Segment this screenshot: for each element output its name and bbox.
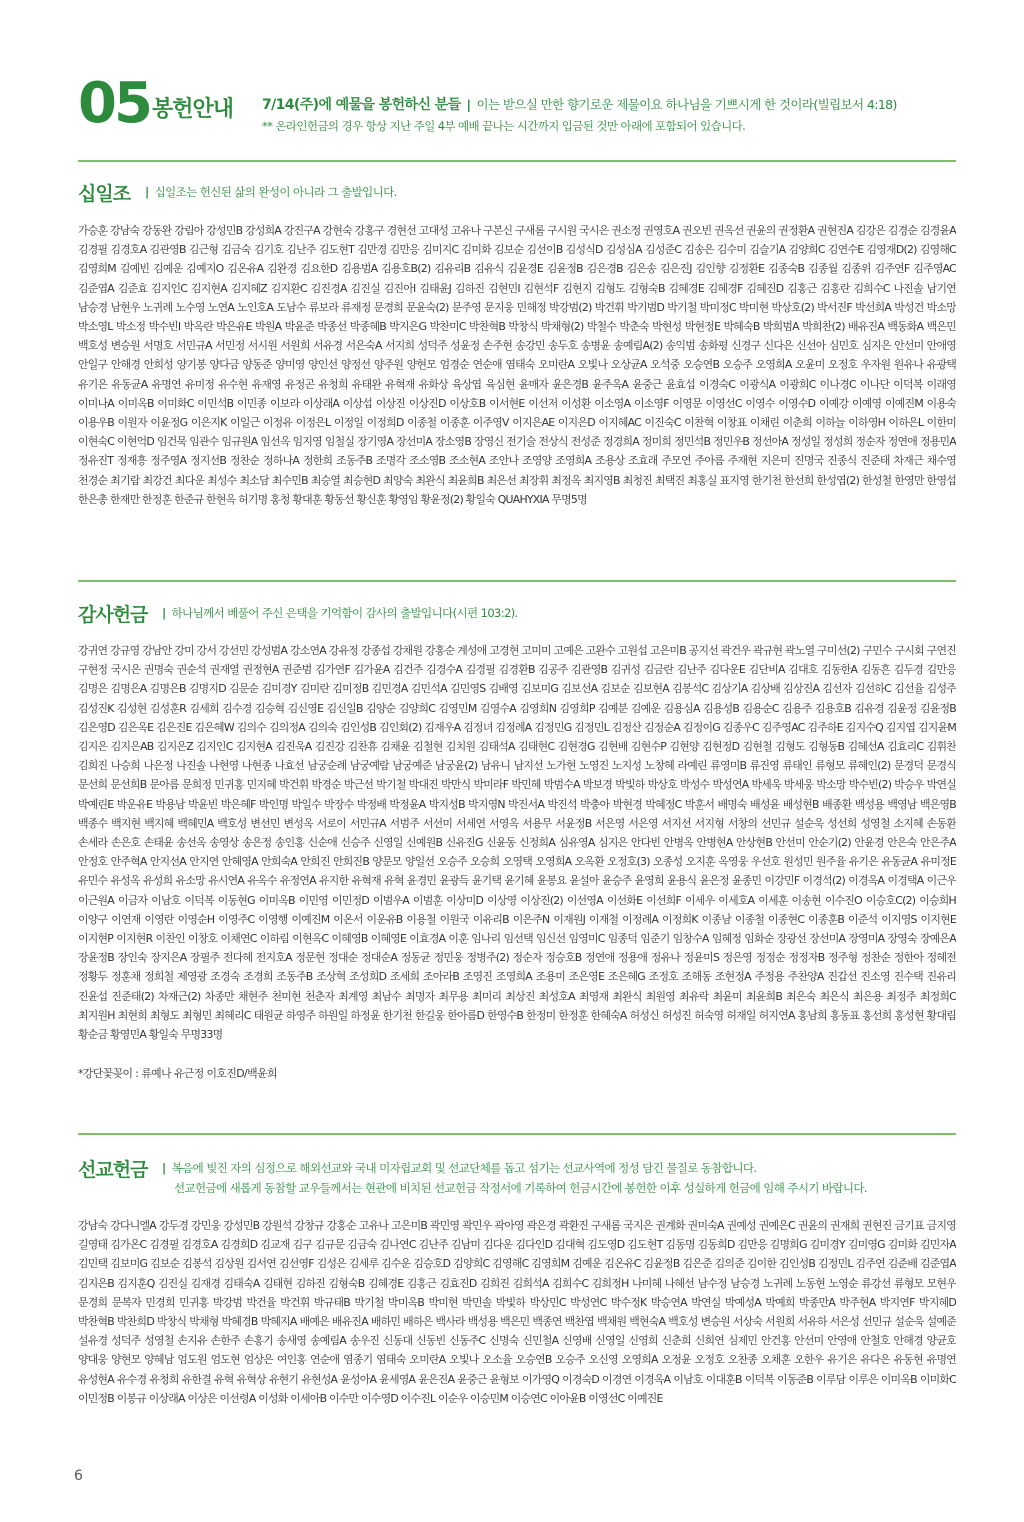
section-title: 봉헌안내 [152,97,234,122]
mission-title: 선교헌금 [78,1159,148,1181]
tithe-description [145,184,397,200]
separator-bar: | [162,1161,166,1175]
page-header [78,71,958,138]
separator-bar: | [162,606,166,620]
header-subtitle: 7/14(주)에 예물을 봉헌하신 분들 [262,97,461,113]
tithe-names: 가승훈 강남숙 강동완 강림아 강성민B 강성희A 강진구A 강현숙 강홍구 경현선 고대성 고유나 구본신 구새롬 구시원 국시은 권소정 권영호A 권오빈 권옥선 권윤의 권정환A 권현진A 김강은 김경순 김경윤A 김경필 김경호A 김관영B 김근형 김금숙 김기호 김난주 김도현T 김만경 김만응 김미지C 김미화 김보순 김선이B 김성식D 김성심A 김성준C 김송은 김수미 김슬기A 김양희C 김연수E 김영재D(2) 김영해C 김영희M 김예빈 김예운 김예지O 김온유A 김완경 김요한D 김용범A 김용호B(2) 김유리B 김유식 김윤경E 김윤정B 김은경B 김은송 김은진J 김인향 김정환E 김종숙B 김종월 김종위 김주연F 김주영AC 김준엽A 김준효 김지인C 김지현A 김지혜Z 김지환C 김진경A 김진실 김진아I 김태윤J 김하진 김현민I 김현석F 김현지 김형도 김형숙B 김혜경E 김혜경F 김혜진D 김홍근 김홍란 김희수C 나진솔 남기연 남승경 남현우 노귀례 노수영 노연A 노인호A 도남수 류보라 류재정 문경희 문윤숙(2) 문주영 문지웅 민해정 박강범(2) 박건휘 박기범D 박기철 박미정C 박미현 박상호(2) 박서진F 박선희A 박성건 박소망 박소영L 박소정 박수빈I 박옥란 박은유E 박원A 박윤준 박종선 박종혜B 박지은G 박찬미C 박찬혁B 박창식 박채형(2) 박철수 박춘숙 박현성 박현정E 박혜숙B 박희범A 박희찬(2) 배유진A 백동화A 백은민 백호성 변승원 서명호 서민규A 서민정 서시원 서원희 서유경 서은숙A 서지희 성덕주 성윤정 손주현 송강민 송두호 송병윤 송예림A(2) 송익범 송화평 신경구 신다은 신선아 심민호 심지은 안선미 안애영 안일구 안해경 안희성 양기봉 양다금 양동준 양미영 양인선 양정선 양주원 양현모 엄경순 연순애 염태숙 오미란A 오빛나 오상균A 오석중 오승연B 오승주 오영희A 오윤미 오정호 우자원 원유나 유광택 유기은 유동균A 유명연 유미정 유수현 유재영 유정곤 유청희 유태완 유혁재 유화상 육상엽 육심현 윤매자 윤은경B 윤주옥A 윤중근 윤효섭 이경숙C 이광식A 이광희C 이나경C 이나단 이덕복 이래영 이미나A 이미옥B 이미화C 이민석B 이민종 이보라 이상래A 이상섭 이상진 이상진D 이상호B 이서현E 이선저 이성환 이소영A 이소영F 이영문 이영선C 이영수 이영수D 이예강 이예영 이예진M 이용숙 이용우B 이원자 이윤정G 이은지K 이일근 이정유 이정은L 이정일 이정희D 이종철 이종훈 이주영V 이지은AE 이지은D 이지혜AC 이진숙C 이찬혁 이창표 이채린 이춘희 이하늘 이하영H 이하은L 이한미 이현숙C 이현억D 임건묵 임관수 임규원A 임선옥 임지영 임철실 장기영A 장선미A 장소영B 장영신 전기술 전상식 전성준 정경희A 정미희 정민석B 정민우B 정선아A 정성일 정성희 정순자 정연애 정용민A 정유진T 정재흥 정주영A 정지선B 정찬순 정하나A 정한희 조동주B 조명각 조소영B 조소현A 조안나 조영양 조영희A 조용상 조효래 주모연 주아름 주재현 지은미 진명국 진종식 진준태 차재근 채수영 천경순 최기람 최강건 최다운 최성수 최소담 최수민B 최승열 최승현D 최양숙 최완식 최윤희B 최은선 최장휘 최정옥 최지영B 최청진 최택진 최홍실 표지영 한기천 한선희 한성엽(2) 한성철 한영만 한영섭 한은총 한재만 한정훈 한준규 한현옥 허기명 홍청 황대훈 황동선 황신훈 황영임 황윤정(2) 황일숙 QUAHYXIA 무명5명 [78,224,956,506]
mission-description [162,1160,756,1176]
separator-bar: | [145,185,149,199]
tithe-title: 십일조 [78,183,131,205]
thanks-description [162,605,518,621]
flower-label: *강단꽃꽂이 : [78,1067,139,1080]
divider-rule [78,1133,956,1135]
thanks-description-text: 하나님께서 베풀어 주신 은택을 기억함이 감사의 출발입니다(시편 103:2). [171,606,518,620]
mission-names: 강남숙 강다니엘A 강두경 강민웅 강성민B 강원석 강창규 강홍순 고유나 고은미B 곽민영 곽민우 곽아영 곽은경 곽환진 구새롬 국지은 권계화 권미숙A 권예성 권예은C 권윤의 권재희 권현진 금기표 금지영 길영태 김가온C 김경필 김경호A 김경희D 김교재 김구 김규문 김금숙 김나연C 김난주 김남미 김다운 김다인D 김대혁 김도영D 김도현T 김동명 김동희D 김만응 김명희G 김미경Y 김미영G 김미화 김민자A 김민택 김보미G 김보순 김봉석 김상원 김서연 김선영F 김성은 김세루 김수운 김승호D 김양희C 김영해C 김영희M 김예운 김온유C 김윤정B 김은준 김의준 김이한 김인성B 김정민L 김주연 김준배 김준엽A 김지은B 김지훈Q 김진실 김재경 김태숙A 김태현 김하진 김형숙B 김혜경E 김홍근 김효진D 김희진 김희석A 김희수C 김희정H 나미혜 나혜선 남수정 남승경 노귀례 노동현 노영순 류강선 류형모 모현우 문경희 문복자 민경희 민귀홍 박강범 박건율 박건휘 박규태B 박기철 박미옥B 박미현 박민솔 박빛하 박상민C 박성연C 박수정K 박승연A 박연실 박예성A 박예희 박종만A 박주현A 박지연F 박지혜D 박찬혁B 박찬희D 박창식 박채형 박혜경B 박혜지A 배예은 배유진A 배하민 배하은 백사라 백성용 백은민 백종연 백찬엽 백채원 백현숙A 백호성 변승원 서상숙 서원희 서유하 서은성 선민규 설순욱 설예준 설유경 성덕주 성영철 손지유 손한주 손홍기 송새영 송예림A 송우진 신동대 신동빈 신동주C 신명숙 신민철A 신영배 신영일 신영희 신춘희 신희연 심제민 안건홍 안선미 안영애 안철호 안해경 양균호 양대웅 양현모 양혜남 엄도원 엄도현 엄상은 여인홍 연순애 염종기 염태숙 오미란A 오빛나 오소율 오승연B 오승주 오신영 오영희A 오정윤 오정호 오찬종 오채훈 오한우 유기은 유다은 유동현 유명연 유성현A 유수경 유청희 유한결 유혁 유혁상 유현기 유현성A 윤성아A 윤세영A 윤은진A 윤중근 윤형보 이가영Q 이경숙D 이경연 이경옥A 이남호 이대훈B 이덕복 이동준B 이루담 이루은 이미옥B 이미화C 이민정B 이봉규 이상래A 이상은 이선령A 이성화 이세아B 이수만 이수영D 이수진L 이순우 이승민M 이승연C 이아윤B 이영선C 이예진E [78,1219,956,1405]
thanks-title: 감사헌금 [78,604,148,626]
flower-offering-line [78,1064,277,1083]
tithe-description-text: 십일조는 헌신된 삶의 완성이 아니라 그 출발입니다. [154,185,397,199]
page-number: 6 [74,1468,83,1484]
mission-description-2: 선교헌금에 새롭게 동참할 교우들께서는 현관에 비치된 선교헌금 작정서에 기록하여 헌금시간에 봉헌한 이후 성실하게 헌금에 임해 주시기 바랍니다. [174,1181,867,1195]
separator-bar: | [466,97,471,112]
header-note: ** 온라인헌금의 경우 항상 지난 주일 4부 예배 끝나는 시간까지 입금된 것만 아래에 포함되어 있습니다. [262,119,746,133]
divider-rule [78,160,956,162]
section-number: 05 [78,71,150,136]
header-subtitle-line [262,94,897,114]
thanks-names: 강귀연 강규영 강남안 강미 강서 강선민 강성범A 강소연A 강유정 강종섭 강채원 강홍순 계성애 고경현 고미미 고예은 고완수 고원섭 고은미B 공지선 곽건우 곽규현 곽노열 구미선(2) 구민수 구시회 구연진 구현정 국시은 권명숙 권순석 권재열 권정현A 권준범 김가연F 김가윤A 김건주 김경수A 김경필 김경환B 김공주 김관영B 김귀성 김금란 김난주 김다운E 김단비A 김대호 김동한A 김동흔 김두경 김만응 김명은 김명은A 김명은B 김명지D 김문순 김미경Y 김미란 김미정B 김민경A 김민석A 김민영S 김배영 김보미G 김보선A 김보순 김보현A 김봉석C 김상기A 김상배 김상진A 김선자 김선하C 김선율 김성주 김성진K 김성현 김성훈R 김세희 김수경 김승혁 김신영E 김신일B 김양순 김양희C 김영민M 김영수A 김영희N 김영희P 김예분 김예운 김용심A 김용성B 김용순C 김용주 김용호B 김유경 김윤정 김윤정B 김은영D 김은옥E 김은진E 김은혜W 김의수 김의정A 김의숙 김인성B 김인회(2) 김재우A 김정녀 김정례A 김정민G 김정민L 김정산 김정순A 김정이G 김종우C 김주영AC 김주하E 김지수Q 김지엽 김지윤M 김지은 김지은AB 김지은Z 김지인C 김지현A 김진욱A 김진강 김찬휴 김채윤 김철현 김치원 김태석A 김태현C 김현경G 김현배 김현수P 김현양 김현정D 김현철 김형도 김형동B 김혜선A 김효리C 김휘찬 김희진 나승희 나은정 나진솔 나현영 나현종 나효선 남궁순례 남궁예람 남궁예준 남궁윤(2) 남유니 남지선 노가현 노영진 노지성 노창혜 라예린 류영미B 류진영 류태인 류형모 류혜인(2) 문경덕 문경식 문선희 문선희B 문아름 문희정 민귀홍 민지혜 박건휘 박경순 박근선 박기철 박대진 박만식 박미라F 박민혜 박범수A 박보경 박빛하 박상호 박성수 박성연A 박세욱 박세웅 박소망 박수빈(2) 박승우 박연실 박예린E 박운유E 박용남 박윤빈 박은혜F 박인명 박일수 박장수 박정배 박정윤A 박지성B 박지영N 박진서A 박진석 박충아 박현경 박혜정C 박훈서 배명숙 배성윤 배성현B 배종환 백성용 백영남 백은영B 백종수 백지현 백지혜 백혜민A 백호성 변선민 변성옥 서로이 서민규A 서범주 서선미 서세연 서영옥 서용무 서윤정B 서은영 서은영 서지선 서지형 서창의 선민규 설순욱 성선희 성영철 소지혜 손동환 손세라 손은호 손태윤 송선옥 송영상 송은정 송인홍 신순애 신승주 신영일 신예원B 신유진G 신윤동 신정희A 심유영A 심지은 안다빈 안병옥 안병현A 안상현B 안선미 안순기(2) 안윤경 안은숙 안은주A 안정호 안주혁A 안지선A 안지연 안혜영A 안희숙A 안희진 안희진B 양문모 양일선 오승주 오승희 오영택 오영희A 오옥환 오정호(3) 오종성 오지훈 옥영웅 우선호 원성민 원주율 유기은 유동균A 유미정E 유민수 유성옥 유성희 유소망 유시연A 유옥수 유정연A 유지한 유혁재 유혁 윤경민 윤광득 윤기택 윤기혜 윤봉요 윤설아 윤승주 윤영희 윤용식 윤은정 윤종민 이강민F 이경석(2) 이경옥A 이경택A 이근우 이근원A 이금자 이남호 이덕복 이동현G 이미옥B 이민영 이민정D 이범우A 이범훈 이상미D 이상영 이상진(2) 이선영A 이선화E 이선희F 이세우 이세호A 이세훈 이송현 이수진O 이승호C(2) 이승희H 이양구 이연재 이영란 이영순H 이영주C 이영행 이예진M 이온서 이운유B 이용철 이원국 이유리B 이은주N 이재원J 이재철 이정례A 이정희K 이종남 이종철 이종현C 이종훈B 이준석 이지영S 이지현E 이지현P 이지현R 이찬인 이창호 이채연C 이하림 이현옥C 이혜영B 이혜영E 이효경A 이훈 임나리 임선택 임신선 임영미C 임종덕 임준기 임창수A 임혜정 임화순 장광선 장선미A 장영미A 장영숙 장예은A 장윤정B 장인숙 장지은A 장필주 전다혜 전지호A 정문현 정대순 정대순A 정동균 정민웅 정병주(2) 정순자 정승호B 정연애 정용애 정유나 정윤미S 정은영 정정순 정정자B 정주형 정찬순 정한아 정혜전 정황두 정훈채 정희철 제영광 조경숙 조경희 조동주B 조상혁 조성희D 조세희 조아라B 조영진 조영희A 조용미 조은영E 조은혜G 조정호 조해동 조현정A 주정용 주찬양A 진갑선 진소영 진수택 진유리 진윤섭 진준태(2) 차재근(2) 차종만 채현주 천미현 천춘자 최계영 최남수 최명자 최무용 최미리 최상진 최성호A 최영재 최완식 최원영 최유락 최윤미 최윤희B 최은숙 최은식 최은용 최정주 최정희C 최지원H 최현희 최형도 최형민 최혜리C 태원균 하영주 하원일 하정윤 한기천 한길웅 한아름D 한영수B 한정미 한정훈 한혜숙A 허성신 허성진 허숙영 허재일 허지연A 홍남희 홍동표 홍선희 홍성현 황대림 황순금 황영민A 황일숙 무명33명 [78,644,956,1042]
flower-names: 류예나 유근정 이호진D/백윤희 [141,1067,277,1080]
divider-rule [78,580,956,582]
mission-description-text: 복음에 빚진 자의 심정으로 해외선교와 국내 미자립교회 및 선교단체를 돕고 섬기는 선교사역에 정성 담긴 물질로 동참합니다. [171,1161,757,1175]
header-verse: 이는 받으실 만한 향기로운 제물이요 하나님을 기쁘시게 한 것이라(빌립보서 4:18) [476,97,897,112]
